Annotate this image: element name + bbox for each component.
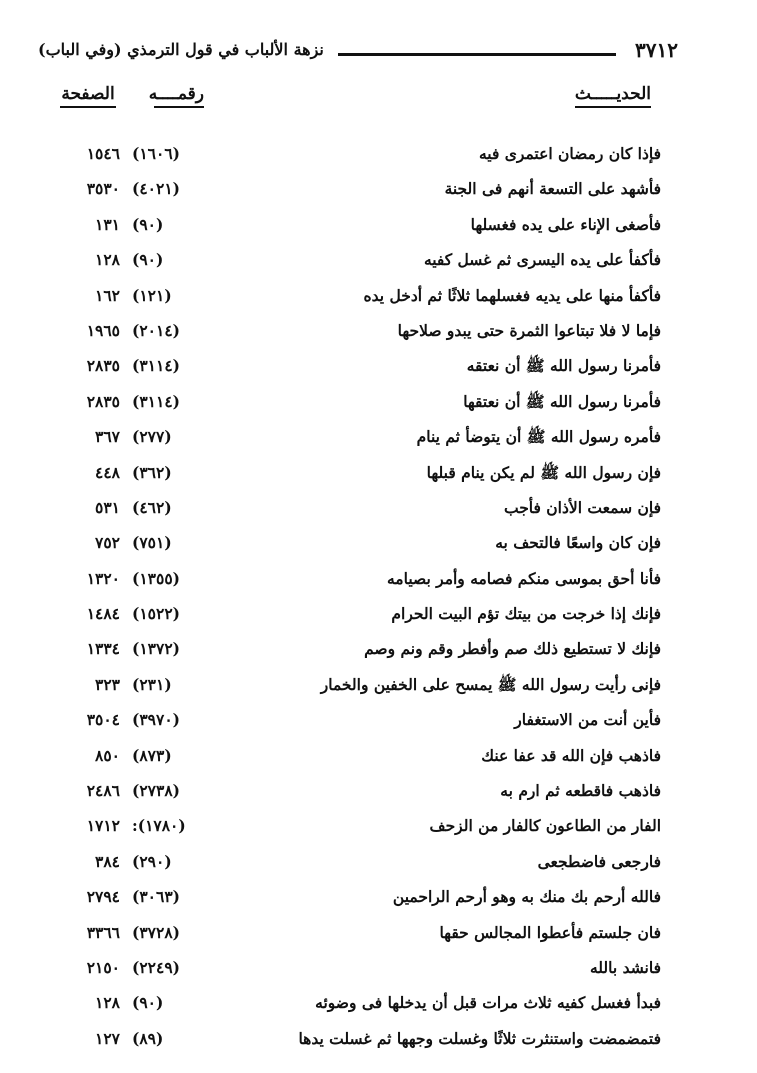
hadith-number: :(١٧٨٠) (132, 816, 186, 836)
hadith-number: (٩٠) (132, 250, 164, 270)
page-reference: ٤٤٨ (95, 462, 120, 482)
column-header-page: الصفحة (60, 84, 116, 108)
hadith-number: (٢٠١٤) (132, 320, 180, 340)
index-table (0, 140, 757, 1060)
table-row (0, 140, 757, 175)
column-header-number: رقمــــه (154, 84, 204, 108)
hadith-text: فإما لا فلا تبتاعوا الثمرة حتى يبدو صلاحها (397, 320, 661, 340)
table-row (0, 423, 757, 458)
page-reference: ٢٨٣٥ (86, 356, 120, 376)
table-row (0, 175, 757, 210)
hadith-text: فأشهد على التسعة أنهم فى الجنة (444, 179, 661, 199)
page-reference: ١٦٢ (95, 285, 120, 305)
page-reference: ١٢٨ (95, 250, 120, 270)
hadith-text: فإنى رأيت رسول الله ﷺ يمسح على الخفين والخمار (320, 674, 661, 694)
hadith-number: (٢٣١) (132, 674, 172, 694)
hadith-text: فانشد بالله (589, 957, 661, 977)
page-reference: ١٢٧ (95, 1028, 120, 1048)
page-reference: ٣٨٤ (95, 851, 120, 871)
hadith-text: فإن سمعت الأذان فأجب (503, 497, 661, 517)
hadith-number: (١٢١) (132, 285, 172, 305)
hadith-number: (٣١١٤) (132, 391, 180, 411)
page-reference: ٨٥٠ (95, 745, 120, 765)
page-reference: ٣٥٣٠ (86, 179, 120, 199)
hadith-number: (٢٩٠) (132, 851, 172, 871)
page-reference: ٥٣١ (95, 497, 120, 517)
page-reference: ٣٦٧ (95, 427, 120, 447)
hadith-number: (٤٠٢١) (132, 179, 180, 199)
hadith-text: فأين أنت من الاستغفار (514, 710, 661, 730)
page-number: ٣٧١٢ (635, 38, 678, 62)
page-reference: ٢١٥٠ (86, 957, 120, 977)
hadith-text: فارجعى فاضطجعى (537, 851, 661, 871)
hadith-text: فان جلستم فأعطوا المجالس حقها (439, 922, 661, 942)
page-reference: ١٥٤٦ (86, 144, 120, 163)
hadith-text: فبدأ فغسل كفيه ثلاث مرات قبل أن يدخلها فى وضوئه (315, 993, 661, 1013)
table-row (0, 459, 757, 494)
table-row (0, 529, 757, 564)
page-reference: ٣٢٣ (95, 674, 120, 694)
hadith-text: فاذهب فإن الله قد عفا عنك (481, 745, 661, 765)
hadith-number: (٩٠) (132, 214, 164, 234)
table-row (0, 812, 757, 847)
hadith-number: (٨٧٣) (132, 745, 172, 765)
hadith-number: (٨٩) (132, 1028, 164, 1048)
hadith-text: فإنك إذا خرجت من بيتك تؤم البيت الحرام (391, 604, 661, 624)
header-rule (338, 53, 616, 56)
hadith-text: فأمره رسول الله ﷺ أن يتوضأ ثم ينام (416, 427, 661, 447)
hadith-number: (٧٥١) (132, 533, 172, 553)
hadith-text: فإن رسول الله ﷺ لم يكن ينام قبلها (426, 462, 661, 482)
hadith-text: فأكفأ على يده اليسرى ثم غسل كفيه (423, 250, 661, 270)
table-row (0, 919, 757, 954)
page-reference: ٢٧٩٤ (86, 887, 120, 907)
table-row (0, 1025, 757, 1060)
table-row (0, 742, 757, 777)
hadith-number: (١٣٥٥) (132, 568, 180, 588)
hadith-number: (١٥٢٢) (132, 604, 180, 624)
column-headers (0, 84, 757, 114)
page-reference: ٣٥٠٤ (86, 710, 120, 730)
table-row (0, 282, 757, 317)
table-row (0, 671, 757, 706)
page-reference: ١٣٣٤ (86, 639, 120, 659)
hadith-number: (٣٦٢) (132, 462, 172, 482)
column-header-hadith: الحديـــــث (575, 84, 651, 108)
hadith-text: فاذهب فاقطعه ثم ارم به (500, 781, 661, 801)
hadith-number: (٢٧٧) (132, 427, 172, 447)
table-row (0, 388, 757, 423)
hadith-text: فتمضمضت واستنثرت ثلاثًا وغسلت وجهها ثم غسلت يدها (298, 1028, 661, 1048)
table-row (0, 317, 757, 352)
table-row (0, 777, 757, 812)
hadith-number: (٢٧٣٨) (132, 781, 180, 801)
hadith-number: (٣١١٤) (132, 356, 180, 376)
page-reference: ٣٣٦٦ (86, 922, 120, 942)
hadith-number: (١٦٠٦) (132, 144, 180, 163)
hadith-text: الفار من الطاعون كالفار من الزحف (429, 816, 661, 836)
hadith-text: فأمرنا رسول الله ﷺ أن نعتقه (466, 356, 661, 376)
table-row (0, 883, 757, 918)
table-row (0, 211, 757, 246)
hadith-number: (٤٦٢) (132, 497, 172, 517)
table-row (0, 848, 757, 883)
hadith-number: (٣٩٧٠) (132, 710, 180, 730)
table-row (0, 600, 757, 635)
hadith-text: فإن كان واسعًا فالتحف به (495, 533, 661, 553)
hadith-text: فأنا أحق بموسى منكم فصامه وأمر بصيامه (386, 568, 661, 588)
hadith-number: (٩٠) (132, 993, 164, 1013)
table-row (0, 246, 757, 281)
hadith-text: فإذا كان رمضان اعتمرى فيه (478, 144, 661, 163)
hadith-text: فالله أرحم بك منك به وهو أرحم الراحمين (392, 887, 661, 907)
table-row (0, 989, 757, 1024)
page-reference: ٢٨٣٥ (86, 391, 120, 411)
table-row (0, 565, 757, 600)
table-row (0, 352, 757, 387)
page-reference: ١٣٢٠ (86, 568, 120, 588)
hadith-text: فأمرنا رسول الله ﷺ أن نعتقها (463, 391, 661, 411)
page-reference: ١٢٨ (95, 993, 120, 1013)
running-header (38, 38, 678, 74)
hadith-number: (٣٠٦٣) (132, 887, 180, 907)
table-row (0, 494, 757, 529)
hadith-number: (٢٢٤٩) (132, 957, 180, 977)
table-row (0, 706, 757, 741)
book-title: نزهة الألباب في قول الترمذي (وفي الباب) (38, 40, 324, 59)
table-row (0, 954, 757, 989)
page-reference: ٧٥٢ (95, 533, 120, 553)
page-reference: ٢٤٨٦ (86, 781, 120, 801)
hadith-number: (٣٧٢٨) (132, 922, 180, 942)
page-reference: ١٩٦٥ (86, 320, 120, 340)
page-reference: ١٤٨٤ (86, 604, 120, 624)
hadith-text: فأكفأ منها على يديه فغسلهما ثلاثًا ثم أدخل يده (363, 285, 661, 305)
hadith-text: فإنك لا تستطيع ذلك صم وأفطر وقم ونم وصم (364, 639, 661, 659)
hadith-text: فأصغى الإناء على يده فغسلها (470, 214, 661, 234)
page-reference: ١٧١٢ (86, 816, 120, 836)
hadith-number: (١٣٧٢) (132, 639, 180, 659)
page-reference: ١٣١ (95, 214, 120, 234)
table-row (0, 635, 757, 670)
